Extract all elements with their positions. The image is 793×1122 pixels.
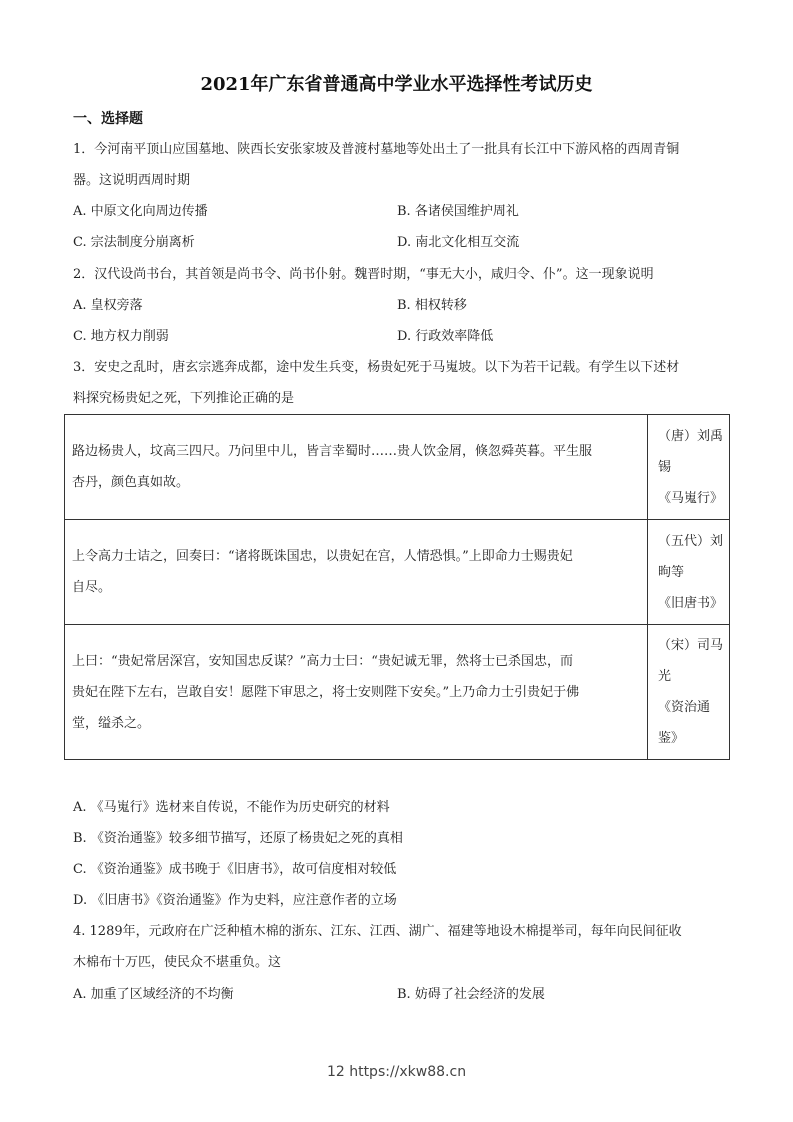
excerpt-line: 杏丹，颜色真如故。 [72, 475, 190, 490]
source-row [65, 625, 730, 760]
source-excerpt [65, 625, 648, 760]
q1-option-c: C. 宗法制度分崩离析 [73, 235, 195, 250]
q1-option-d: D. 南北文化相互交流 [397, 235, 520, 250]
q3-option-b: B. 《资治通鉴》较多细节描写，还原了杨贵妃之死的真相 [73, 831, 403, 846]
q2-option-c: C. 地方权力削弱 [73, 329, 169, 344]
q4-stem-line-2: 木棉布十万匹，使民众不堪重负。这 [73, 955, 282, 970]
q2-option-d: D. 行政效率降低 [397, 329, 494, 344]
q1-option-b: B. 各诸侯国维护周礼 [397, 204, 519, 219]
excerpt-line: 堂，缢杀之。 [72, 715, 151, 731]
citation-line: 昫等 [658, 564, 685, 580]
citation-line: （宋）司马 [658, 638, 724, 653]
source-excerpt [65, 520, 648, 625]
excerpt-line: 上令高力士诘之，回奏曰：“诸将既诛国忠，以贵妃在宫，人情恐惧。”上即命力士赐贵妃 [72, 549, 573, 564]
citation-line: （五代）刘 [658, 533, 724, 549]
q2-stem: 2．汉代设尚书台，其首领是尚书令、尚书仆射。魏晋时期，“事无大小，咸归令、仆”。这一现象说明 [73, 267, 654, 282]
q1-stem-line-2: 器。这说明西周时期 [73, 173, 191, 188]
citation-line: 锡 [658, 459, 672, 475]
excerpt-line: 上曰：“贵妃常居深宫，安知国忠反谋？”高力士曰：“贵妃诚无罪，然将士已杀国忠，而 [72, 653, 573, 669]
page-footer[interactable]: 12 https://xkw88.cn [326, 1064, 467, 1080]
citation-line: 《马嵬行》 [658, 490, 724, 506]
source-excerpt [65, 415, 648, 520]
q4-stem-line-1: 4. 1289年，元政府在广泛种植木棉的浙东、江东、江西、湖广、福建等地设木棉提举司，每年向民间征收 [73, 924, 682, 939]
citation-line: （唐）刘禹 [658, 428, 724, 444]
q2-option-b: B. 相权转移 [397, 298, 467, 313]
q3-option-c: C. 《资治通鉴》成书晚于《旧唐书》，故可信度相对较低 [73, 862, 397, 877]
citation-line: 鉴》 [658, 731, 685, 746]
source-row [65, 415, 730, 520]
q2-option-a: A. 皇权旁落 [73, 298, 143, 313]
section-heading: 一、选择题 [73, 111, 143, 127]
q3-option-d: D. 《旧唐书》《资治通鉴》作为史料，应注意作者的立场 [73, 893, 397, 908]
source-row [65, 520, 730, 625]
excerpt-line: 自尽。 [72, 580, 112, 595]
source-table [64, 414, 730, 760]
q3-stem-line-1: 3．安史之乱时，唐玄宗逃奔成都，途中发生兵变，杨贵妃死于马嵬坡。以下为若干记载。有学生以下述材 [73, 360, 680, 375]
q3-option-a: A. 《马嵬行》选材来自传说，不能作为历史研究的材料 [73, 800, 390, 815]
source-citation [648, 520, 730, 625]
source-citation [648, 625, 730, 760]
page-title: 2021年广东省普通高中学业水平选择性考试历史 [200, 74, 593, 95]
q1-option-a: A. 中原文化向周边传播 [73, 204, 208, 219]
q4-option-a: A. 加重了区域经济的不均衡 [73, 987, 234, 1002]
excerpt-line: 贵妃在陛下左右，岂敢自安！愿陛下审思之，将士安则陛下安矣。”上乃命力士引贵妃于佛 [72, 684, 580, 700]
q1-stem-line-1: 1．今河南平顶山应国墓地、陕西长安张家坡及普渡村墓地等处出土了一批具有长江中下游风格的西周青铜 [73, 142, 680, 157]
source-citation [648, 415, 730, 520]
citation-line: 《旧唐书》 [658, 595, 724, 611]
excerpt-line: 路边杨贵人，坟高三四尺。乃问里中儿，皆言幸蜀时……贵人饮金屑，倏忽舜英暮。平生服 [72, 444, 593, 459]
q4-option-b: B. 妨碍了社会经济的发展 [397, 987, 545, 1002]
citation-line: 光 [658, 669, 672, 684]
q3-stem-line-2: 料探究杨贵妃之死，下列推论正确的是 [73, 391, 295, 406]
citation-line: 《资治通 [658, 700, 711, 715]
